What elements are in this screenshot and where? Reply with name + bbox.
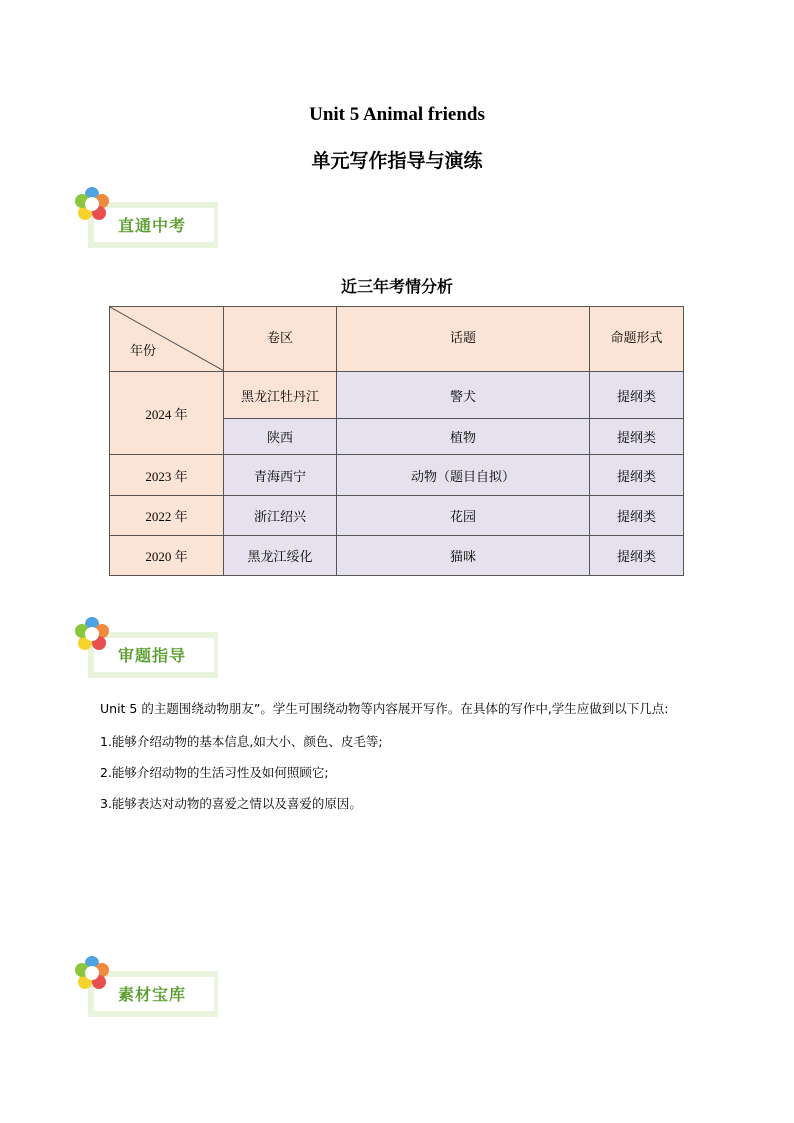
diagonal-line [110,307,224,371]
table-title: 近三年考情分析 [340,277,453,296]
header-year [110,307,224,372]
table-row [110,536,684,576]
section-badge-2 [72,614,224,686]
cell-type: 提纲类 [590,536,684,576]
cell-region: 陕西 [224,419,337,455]
header-topic: 话题 [337,307,590,372]
cell-region: 黑龙江绥化 [224,536,337,576]
cell-year: 2024 年 [110,372,224,455]
cell-region: 浙江绍兴 [224,496,337,536]
header-region: 卷区 [224,307,337,372]
table-row [110,372,684,419]
guidance-point-3: 3.能够表达对动物的喜爱之情以及喜爱的原因。 [100,796,362,811]
flower-icon [72,184,116,228]
section-title-2: 审题指导 [118,646,187,665]
cell-type: 提纲类 [590,419,684,455]
header-year-label: 年份 [130,344,157,359]
cell-year: 2022 年 [110,496,224,536]
flower-icon [72,614,116,658]
cell-region: 黑龙江牡丹江 [224,372,337,419]
cell-topic: 植物 [337,419,590,455]
guidance-point-2: 2.能够介绍动物的生活习性及如何照顾它; [100,765,329,780]
section-badge-1 [72,184,224,256]
flower-icon [72,953,116,997]
title-chinese: 单元写作指导与演练 [311,150,483,172]
guidance-intro: Unit 5 的主题围绕动物朋友”。学生可围绕动物等内容展开写作。在具体的写作中,学生应做到以下几点: [100,701,669,716]
cell-topic: 警犬 [337,372,590,419]
cell-year: 2023 年 [110,455,224,496]
guidance-point-1: 1.能够介绍动物的基本信息,如大小、颜色、皮毛等; [100,734,383,749]
cell-year: 2020 年 [110,536,224,576]
cell-topic: 动物（题目自拟） [337,455,590,496]
table-row [110,455,684,496]
exam-analysis-table [109,306,684,576]
cell-topic: 花园 [337,496,590,536]
table-header-row [110,307,684,372]
cell-type: 提纲类 [590,455,684,496]
cell-topic: 猫咪 [337,536,590,576]
header-type: 命题形式 [590,307,684,372]
section-title-3: 素材宝库 [118,985,187,1004]
section-badge-3 [72,953,224,1025]
section-title-1: 直通中考 [118,216,187,235]
cell-type: 提纲类 [590,496,684,536]
cell-type: 提纲类 [590,372,684,419]
title-english: Unit 5 Animal friends [309,104,485,125]
cell-region: 青海西宁 [224,455,337,496]
table-row [110,496,684,536]
